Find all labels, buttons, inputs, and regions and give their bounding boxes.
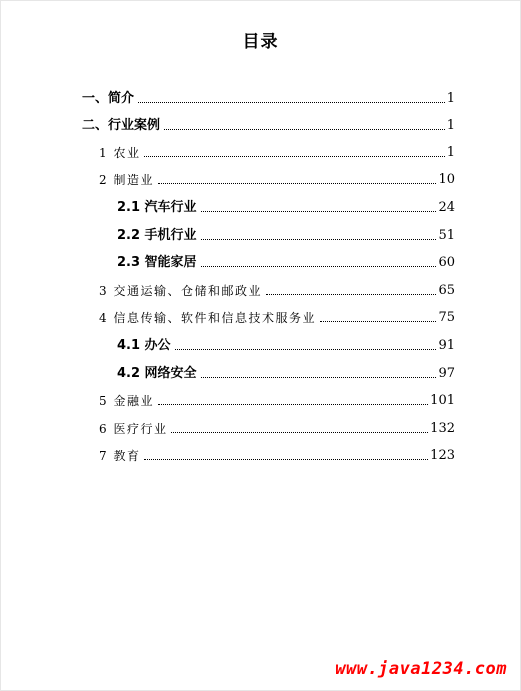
toc-entry-label: 一、简介 <box>82 91 135 106</box>
dot-leader <box>158 182 437 184</box>
toc-entry-page: 65 <box>438 283 455 298</box>
toc-entry-page: 91 <box>438 338 455 353</box>
toc-entry-healthcare[interactable] <box>99 411 455 437</box>
toc-entry-page: 60 <box>438 255 455 270</box>
toc-entry-label: 3 交通运输、仓储和邮政业 <box>99 284 262 298</box>
toc-entry-page: 10 <box>438 172 455 187</box>
toc-entry-page: 123 <box>430 448 455 463</box>
toc-entry-agriculture[interactable] <box>99 135 455 161</box>
dot-leader <box>158 403 428 405</box>
dot-leader <box>164 128 445 130</box>
toc-entry-label: 2 制造业 <box>99 173 154 187</box>
toc-entry-finance[interactable] <box>99 383 455 409</box>
toc-entry-manufacturing[interactable] <box>99 162 455 188</box>
dot-leader <box>175 348 437 350</box>
toc-entry-automotive[interactable] <box>117 190 455 216</box>
toc-title: 目录 <box>242 32 279 52</box>
toc-entry-mobile-phone[interactable] <box>117 218 455 244</box>
toc-entry-page: 24 <box>438 200 455 215</box>
toc-entry-office[interactable] <box>117 328 455 354</box>
toc-entry-page: 1 <box>446 91 455 106</box>
toc-entry-page: 1 <box>446 118 455 133</box>
dot-leader <box>144 155 444 157</box>
dot-leader <box>171 431 428 433</box>
toc-entry-education[interactable] <box>99 438 455 464</box>
toc-entry-label: 2.3 智能家居 <box>117 255 197 270</box>
toc-entry-label: 1 农业 <box>99 146 141 160</box>
dot-leader <box>201 210 437 212</box>
toc-entry-page: 75 <box>438 310 455 325</box>
toc-entry-page: 51 <box>438 228 455 243</box>
dot-leader <box>201 265 437 267</box>
dot-leader <box>138 101 445 103</box>
dot-leader <box>144 458 428 460</box>
dot-leader <box>320 320 437 322</box>
toc-entry-page: 1 <box>446 145 455 160</box>
toc-entry-page: 132 <box>430 421 455 436</box>
dot-leader <box>201 376 437 378</box>
toc-entry-label: 4 信息传输、软件和信息技术服务业 <box>99 311 316 325</box>
dot-leader <box>201 238 437 240</box>
toc-entry-label: 5 金融业 <box>99 394 154 408</box>
watermark: www.java1234.com <box>335 659 507 679</box>
toc-entry-smart-home[interactable] <box>117 245 455 271</box>
toc-entry-label: 二、行业案例 <box>82 118 161 133</box>
toc-entry-label: 4.2 网络安全 <box>117 366 197 381</box>
toc-entry-page: 97 <box>438 366 455 381</box>
toc-entry-label: 7 教育 <box>99 449 141 463</box>
toc-entry-label: 2.1 汽车行业 <box>117 200 197 215</box>
toc-entry-information-technology[interactable] <box>99 300 455 326</box>
toc-entry-introduction[interactable] <box>82 81 455 107</box>
dot-leader <box>266 293 437 295</box>
toc-entry-label: 2.2 手机行业 <box>117 228 197 243</box>
toc-entry-network-security[interactable] <box>117 356 455 382</box>
toc-entry-label: 4.1 办公 <box>117 338 171 353</box>
toc-entry-transportation[interactable] <box>99 273 455 299</box>
toc-entry-page: 101 <box>430 393 455 408</box>
toc-entry-industry-cases[interactable] <box>82 108 455 134</box>
toc-entry-label: 6 医疗行业 <box>99 422 168 436</box>
